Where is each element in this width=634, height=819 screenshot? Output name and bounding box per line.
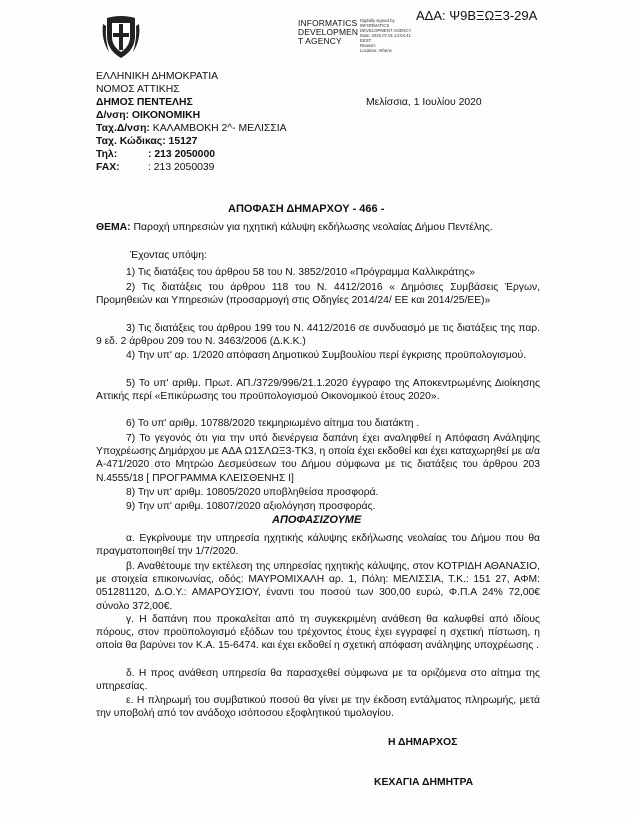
decision-title: ΑΠΟΦΑΣΗ ΔΗΜΑΡΧΟΥ - 466 - <box>228 203 385 215</box>
decision-item: γ. Η δαπάνη που προκαλείται από τη συγκεκριμένη ανάθεση θα καλυφθεί από ιδίους πόρους, στον προϋπολογισμό εξόδων του τρέχοντος έτους έχει εγγραφεί η σχετική πίστωση, η οποία θα βαρύνει τον Κ.Α. 15-6474. και έχει εκδοθεί η σχετική απόφαση ανάληψης υποχρέωσης . <box>96 614 540 652</box>
header-prefecture: ΝΟΜΟΣ ΑΤΤΙΚΗΣ <box>96 84 180 95</box>
decision-item: β. Αναθέτουμε την εκτέλεση της υπηρεσίας ηχητικής κάλυψης, στον ΚΟΤΡΙΔΗ ΑΘΑΝΑΣΙΟ, με στοιχεία επικοινωνίας, οδός: ΜΑΥΡΟΜΙΧΑΛΗ αρ. 1, Πόλη: ΜΕΛΙΣΣΙΑ, Τ.Κ.: 151 27, ΑΦΜ: 051281120, Δ.Ο.Υ.: ΑΜΑΡΟΥΣΙΟΥ, έναντι του ποσού των 300,00 ευρώ, Φ.Π.Α 24% 72,00€ σύνολο 372,00€. <box>96 561 540 612</box>
we-decide-heading: ΑΠΟΦΑΣΙΖΟΥΜΕ <box>272 514 362 526</box>
considering-item: 2) Τις διατάξεις του άρθρου 118 του Ν. 4412/2016 « Δημόσιες Συμβάσεις Έργων, Προμηθειών και Υπηρεσιών (προσαρμογή στις Οδηγίες 2014/24/ ΕΕ και 2014/25/ΕΕ)» <box>96 282 540 307</box>
considering-item: 8) Την υπ' αριθμ. 10805/2020 υποβληθείσα προσφορά. <box>126 487 379 498</box>
considering-item: 4) Την υπ' αρ. 1/2020 απόφαση Δημοτικού Συμβουλίου περί έγκρισης προϋπολογισμού. <box>126 350 527 361</box>
decision-item: δ. Η προς ανάθεση υπηρεσία θα παρασχεθεί σύμφωνα με τα οριζόμενα στο αίτημα της υπηρεσίας. <box>96 668 540 693</box>
considering-item: 1) Τις διατάξεις του άρθρου 58 του Ν. 3852/2010 «Πρόγραμμα Καλλικράτης» <box>126 267 476 278</box>
header-municipality: ΔΗΜΟΣ ΠΕΝΤΕΛΗΣ <box>96 97 193 108</box>
decision-item: α. Εγκρίνουμε την υπηρεσία ηχητικής κάλυψης εκδήλωσης νεολαίας του Δήμου που θα πραγματοποιηθεί την 1/7/2020. <box>96 533 540 558</box>
header-postal-code: Ταχ. Κώδικας: 15127 <box>96 136 198 147</box>
mayor-name: ΚΕΧΑΓΙΑ ΔΗΜΗΤΡΑ <box>374 777 474 788</box>
header-address: Ταχ.Δ/νση: ΚΑΛΑΜΒΟΚΗ 2^- ΜΕΛΙΣΣΙΑ <box>96 123 287 134</box>
signature-organization: INFORMATICS DEVELOPMEN T AGENCY <box>298 18 359 46</box>
considering-item: 7) Το γεγονός ότι για την υπό διενέργεια δαπάνη έχει αναληφθεί η Απόφαση Ανάληψης Υποχρέωσης Δημάρχου με ΑΔΑ Ω1ΣΛΩΞ3-ΤΚ3, η οποία έχει εκδοθεί και έχει καταχωρηθεί με α/α Α-471/2020 στο Μητρώο Δεσμεύσεων του Δήμου σύμφωνα με τις διατάξεις του άρθρου 203 Ν.4555/18 [ ΠΡΟΓΡΑΜΜΑ ΚΛΕΙΣΘΕΝΗΣ Ι] <box>96 433 540 484</box>
subject-line: ΘΕΜΑ: Παροχή υπηρεσιών για ηχητική κάλυψη εκδήλωσης νεολαίας Δήμου Πεντέλης. <box>96 222 493 233</box>
considering-item: 9) Την υπ' αριθμ. 10807/2020 αξιολόγηση προσφοράς. <box>126 501 376 512</box>
header-directorate: Δ/νση: ΟΙΚΟΝΟΜΙΚΗ <box>96 110 201 121</box>
considering-heading: Έχοντας υπόψη: <box>130 250 207 261</box>
header-fax: FAX: : 213 2050039 <box>96 162 215 173</box>
header-place-date: Μελίσσια, 1 Ιουλίου 2020 <box>366 97 482 108</box>
considering-item: 6) Το υπ' αριθμ. 10788/2020 τεκμηριωμένο αίτημα του διατάκτη . <box>126 418 420 429</box>
ada-code: ΑΔΑ: Ψ9ΒΞΩΞ3-29Α <box>416 8 538 23</box>
header-phone: Τηλ: : 213 2050000 <box>96 149 216 160</box>
considering-item: 5) Το υπ' αριθμ. Πρωτ. ΑΠ./3729/996/21.1.2020 έγγραφο της Αποκεντρωμένης Διοίκησης Αττικής περί «Επικύρωσης του προϋπολογισμού Οικονομικού έτους 2020». <box>96 378 540 403</box>
greek-coat-of-arms-icon <box>101 14 141 60</box>
decision-item: ε. Η πληρωμή του συμβατικού ποσού θα γίνει με την έκδοση εντάλματος πληρωμής, μετά την υποβολή από τον ανάδοχο ισόποσου εξοφλητικού τιμολογίου. <box>96 695 540 720</box>
header-republic: ΕΛΛΗΝΙΚΗ ΔΗΜΟΚΡΑΤΙΑ <box>96 71 219 82</box>
mayor-title: Η ΔΗΜΑΡΧΟΣ <box>388 737 458 748</box>
signature-details: Digitally signed by INFORMATICS DEVELOPMENT AGENCY Date: 2020.07.01 14:04:41 EEST Reason: Location: Athens <box>360 18 412 53</box>
considering-item: 3) Τις διατάξεις του άρθρου 199 του Ν. 4412/2016 σε συνδυασμό με τις διατάξεις της παρ. 9 εδ. 2 άρθρου 209 του Ν. 3463/2006 (Δ.Κ.Κ.) <box>96 323 540 348</box>
